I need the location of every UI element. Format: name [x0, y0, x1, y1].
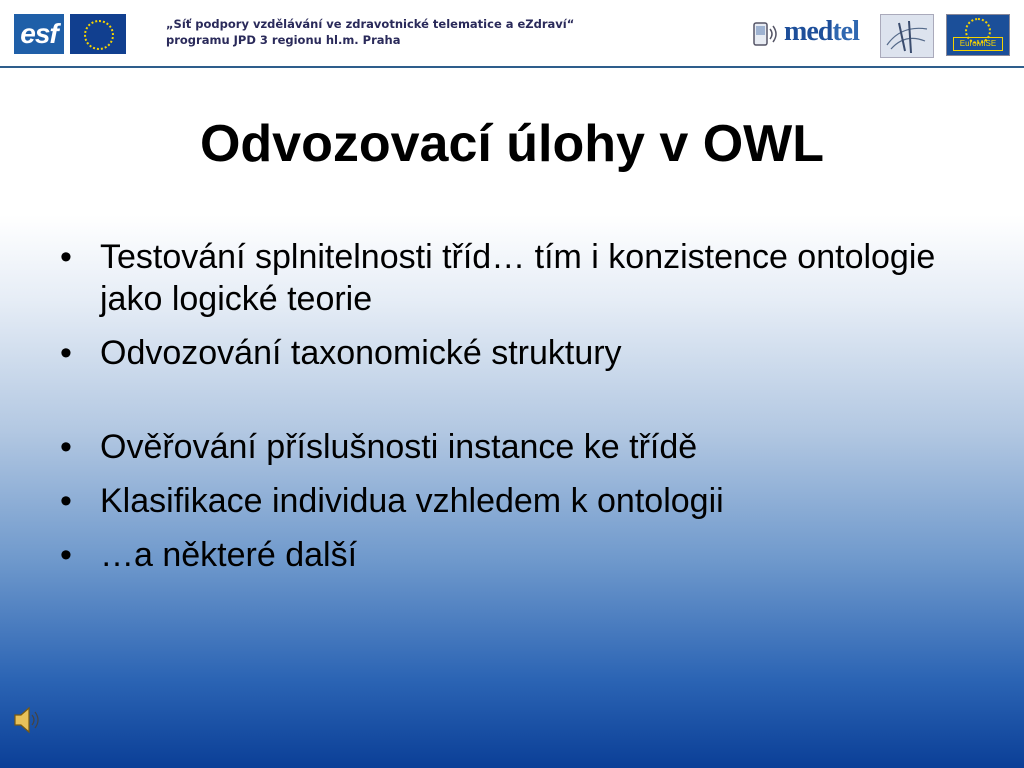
project-caption	[166, 16, 574, 48]
bullet-dot: •	[60, 334, 72, 372]
esf-logo: esf	[14, 14, 64, 54]
bullet-dot: •	[60, 482, 72, 520]
project-caption-line2: programu JPD 3 regionu hl.m. Praha	[166, 33, 401, 47]
slide-header	[0, 0, 1024, 66]
bullet-dot: •	[60, 238, 72, 276]
bullet-dot: •	[60, 428, 72, 466]
bullet-item	[60, 480, 960, 522]
bullet-text: Ověřování příslušnosti instance ke třídě	[100, 428, 698, 466]
medtel-med: med	[784, 16, 833, 47]
eu-stars-icon	[84, 20, 114, 50]
bullet-dot: •	[60, 536, 72, 574]
bullet-text: Testování splnitelnosti tříd… tím i konzistence ontologie jako logické teorie	[100, 238, 936, 318]
bullet-text: Klasifikace individua vzhledem k ontologii	[100, 482, 724, 520]
euromise-label: EuroMISE	[953, 37, 1003, 51]
bullet-text: …a některé další	[100, 536, 358, 574]
medtel-phone-icon	[752, 20, 778, 48]
speaker-icon[interactable]	[12, 704, 42, 736]
bullet-item	[60, 426, 960, 468]
slide-title: Odvozovací úlohy v OWL	[199, 115, 825, 173]
project-caption-line1: „Síť podpory vzdělávání ve zdravotnické telematice a eZdraví“	[166, 17, 575, 31]
sis-emblem-icon	[881, 15, 933, 57]
bullet-item	[60, 236, 960, 320]
medtel-wordmark	[784, 16, 859, 48]
bullet-item	[60, 534, 960, 576]
bullet-text: Odvozování taxonomické struktury	[100, 334, 622, 372]
eu-flag-logo	[70, 14, 126, 54]
medtel-tel: tel	[832, 16, 859, 47]
euromise-logo	[946, 14, 1010, 56]
bullet-list	[60, 236, 960, 588]
sis-logo	[880, 14, 934, 58]
bullet-item	[60, 332, 960, 374]
header-divider	[0, 66, 1024, 68]
